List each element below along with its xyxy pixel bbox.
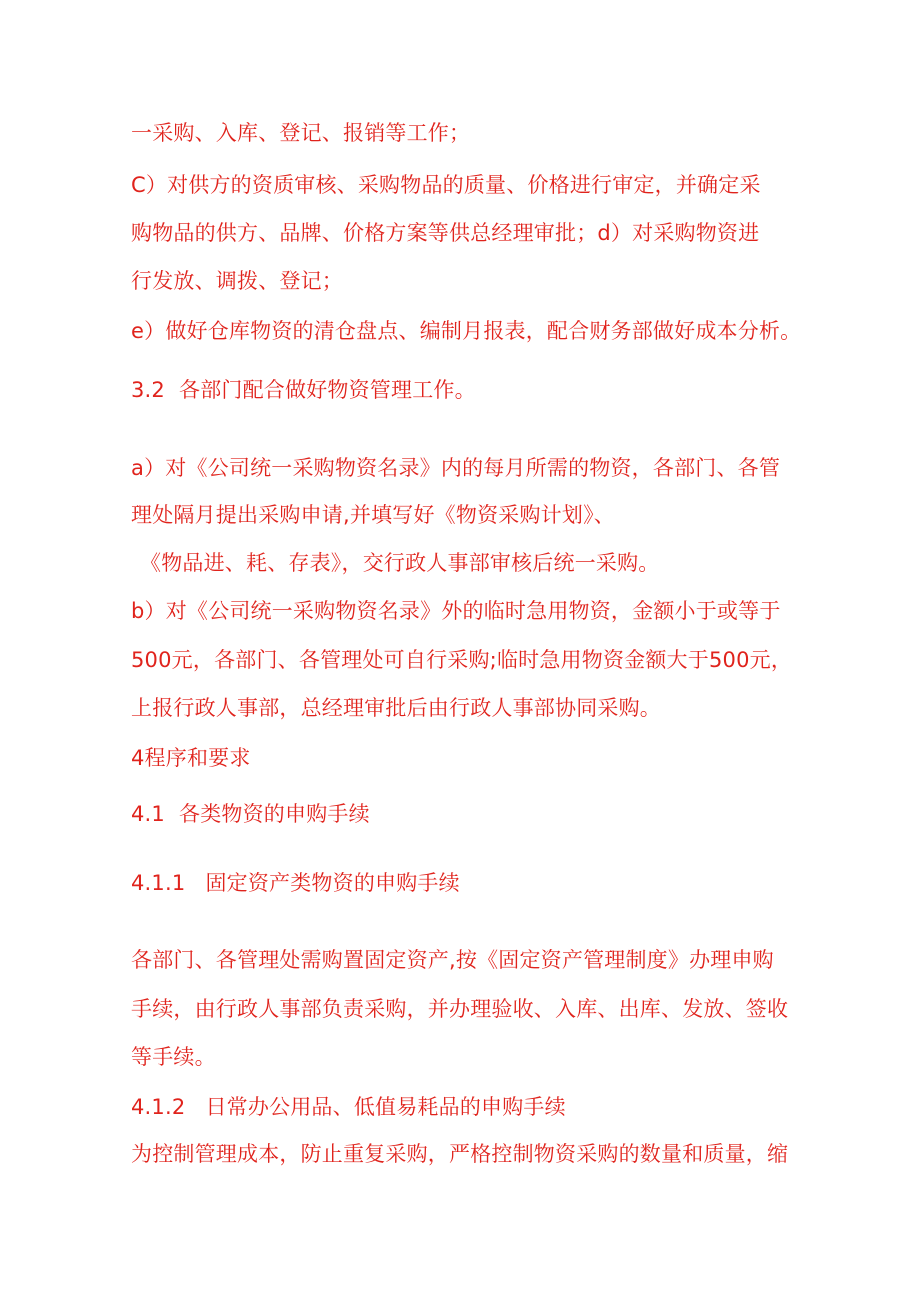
heading-text: 各类物资的申购手续 <box>179 802 370 826</box>
text-line: b）对《公司统一采购物资名录》外的临时急用物资，金额小于或等于 <box>131 599 781 623</box>
text-line: 上报行政人事部，总经理审批后由行政人事部协同采购。 <box>131 696 661 720</box>
heading-number: 4.1.1 <box>131 871 186 895</box>
text-line: C）对供方的资质审核、采购物品的质量、价格进行审定，并确定采 <box>131 173 761 197</box>
section-heading-3-2 <box>131 375 476 405</box>
text-line: 手续，由行政人事部负责采购，并办理验收、入库、出库、发放、签收 <box>131 997 789 1021</box>
text-line: 等手续。 <box>131 1045 216 1069</box>
heading-number: 3.2 <box>131 378 165 402</box>
heading-number: 4.1.2 <box>131 1095 186 1119</box>
heading-text: 日常办公用品、低值易耗品的申购手续 <box>205 1095 566 1119</box>
text-line: 各部门、各管理处需购置固定资产,按《固定资产管理制度》办理申购 <box>131 948 774 972</box>
text-line: 为控制管理成本，防止重复采购，严格控制物资采购的数量和质量，缩 <box>131 1142 789 1166</box>
text-line: a）对《公司统一采购物资名录》内的每月所需的物资，各部门、各管 <box>131 456 781 480</box>
section-heading-4-1 <box>131 799 370 829</box>
heading-text: 各部门配合做好物资管理工作。 <box>179 378 476 402</box>
section-heading-4-1-2 <box>131 1092 566 1122</box>
section-heading-4-1-1 <box>131 868 460 898</box>
text-line: 购物品的供方、品牌、价格方案等供总经理审批；d）对采购物资进 <box>131 221 760 245</box>
text-line: 行发放、调拨、登记； <box>131 269 343 293</box>
heading-number: 4.1 <box>131 802 165 826</box>
text-line: 500元，各部门、各管理处可自行采购;临时急用物资金额大于500元， <box>131 648 793 672</box>
text-line: 理处隔月提出采购申请,并填写好《物资采购计划》、 <box>131 503 615 527</box>
text-line: 一采购、入库、登记、报销等工作； <box>131 121 471 145</box>
text-line: e）做好仓库物资的清仓盘点、编制月报表，配合财务部做好成本分析。 <box>131 319 802 343</box>
text-line: 《物品进、耗、存表》，交行政人事部审核后统一采购。 <box>140 551 660 575</box>
section-heading-4: 4程序和要求 <box>131 746 251 770</box>
heading-text: 固定资产类物资的申购手续 <box>205 871 460 895</box>
